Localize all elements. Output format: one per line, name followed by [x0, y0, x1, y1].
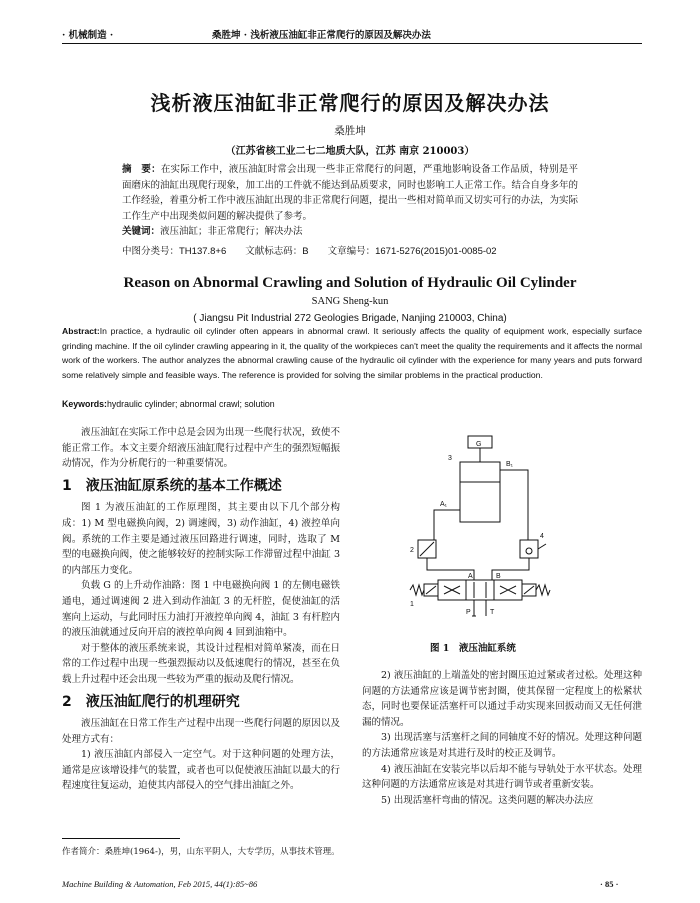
paper-title-cn: 浅析液压油缸非正常爬行的原因及解决办法	[150, 91, 550, 115]
hydraulic-system-diagram	[388, 430, 588, 630]
label-4: 4	[540, 533, 544, 540]
right-paragraph-5: 5) 出现活塞杆弯曲的情况。这类问题的解决办法应	[381, 794, 594, 806]
abstract-cn-label: 摘 要：	[122, 164, 161, 175]
abstract-en	[62, 324, 642, 382]
intro-paragraph: 液压油缸在实际工作中总是会因为出现一些爬行状况，致使不能正常工作。本文主要介绍液压油缸爬行过程中产生的强烈短幅振动情况，作为分析爬行的一种重要情况。	[62, 427, 340, 470]
section-1-paragraph-1: 图 1 为液压油缸的工作原理图，其主要由以下几个部分构成：1) M 型电磁换向阀，2) 调速阀，3) 动作油缸，4) 液控单向阀。系统的工作主要是通过液压回路进行调速，同时，选取了 M 型的电磁换向阀，使之能够较好的控制实际工作滞留过程中油缸 3 的内部压力变化。	[62, 502, 340, 576]
right-paragraph-2: 2) 液压油缸的上端盖处的密封圈压迫过紧或者过松。处理这种问题的方法通常应该是调节密封圈，使其保留一定程度上的松紧状态，同时也要保证活塞杆可以通过手动实现来回扳动而又无任何泄漏的情况。	[362, 670, 642, 728]
label-t: T	[490, 609, 495, 616]
keywords-en	[62, 399, 642, 409]
label-b1: B₁	[506, 461, 514, 468]
section-1-heading: 1 液压油缸原系统的基本工作概述	[62, 477, 282, 494]
keywords-cn-text: 液压油缸；非正常爬行；解决办法	[160, 226, 303, 237]
paper-title-en: Reason on Abnormal Crawling and Solution of Hydraulic Oil Cylinder	[123, 275, 577, 291]
running-title: 桑胜坤 · 浅析液压油缸非正常爬行的原因及解决办法	[212, 30, 431, 41]
label-b: B	[496, 573, 501, 580]
right-paragraph-4: 4) 液压油缸在安装完毕以后却不能与导轨处于水平状态。处理这种问题的方法通常应该是对其进行调节或者重新安装。	[362, 763, 642, 791]
cylinder-3	[460, 462, 500, 522]
abstract-en-text: In practice, a hydraulic oil cylinder often appears in abnormal crawl. It seriously affects the quality of equipment work, especially surface grinding machine. If the oil cylinder crawling appearing in it, the quality of the workpieces can't meet the quality the requirements and it affects the normal work of the workers. The author analyzes the abnormal crawling cause of the hydraulic oil cylinder with the experience for many years and puts forward some relatively simple and feasible ways. The reference is provided for solving the similar problems in the practical production.	[62, 326, 642, 380]
label-a1: A₁	[440, 501, 448, 508]
footnote-rule	[62, 838, 180, 839]
section-2-paragraph-2: 1) 液压油缸内部侵入一定空气。对于这种问题的处理方法，通常是应该增设排气的装置，或者也可以促使液压油缸以最大的行程速度往复运动，迫使其内部侵入的空气排出油缸之外。	[62, 749, 340, 792]
label-2: 2	[410, 547, 414, 554]
author-name-cn: 桑胜坤	[334, 125, 366, 137]
section-2-paragraph-1: 液压油缸在日常工作生产过程中出现一些爬行问题的原因以及处理方式有：	[62, 718, 340, 745]
label-1: 1	[410, 601, 414, 608]
right-paragraph-3: 3) 出现活塞与活塞杆之间的同轴度不好的情况。处理这种问题的方法通常应该是对其进行及时的校正及调节。	[362, 732, 642, 759]
right-column	[362, 668, 642, 808]
author-name-en: SANG Sheng-kun	[311, 296, 389, 307]
affiliation-cn: （江苏省核工业二七二地质大队，江苏 南京 210003）	[225, 146, 475, 157]
left-column	[62, 425, 340, 794]
section-2-heading: 2 液压油缸爬行的机理研究	[62, 693, 240, 710]
directional-valve-1	[466, 580, 494, 600]
check-valve-4	[520, 540, 538, 558]
abstract-cn-text: 在实际工作中，液压油缸时常会出现一些非正常爬行的问题，严重地影响设备工作品质，特别是平面磨床的油缸出现爬行现象，加工出的工件就不能达到品质要求，同时也影响工人正常工作。结合自身多年的工作经验，着重分析工作中液压油缸出现的非正常爬行问题，提出一些相对简单而又切实可行的办法，为实际工作生产中出现类似问题的解决提供了参考。	[122, 164, 579, 222]
author-note: 作者简介：桑胜坤(1964-)，男，山东平阴人，大专学历，从事技术管理。	[62, 847, 340, 857]
label-3: 3	[448, 455, 452, 462]
label-a: A	[468, 573, 473, 580]
keywords-cn-label: 关键词：	[122, 226, 161, 237]
abstract-cn	[122, 162, 578, 240]
journal-section-label: · 机械制造 ·	[62, 30, 114, 41]
keywords-en-text: hydraulic cylinder; abnormal crawl; solution	[106, 399, 275, 409]
abstract-en-label: Abstract:	[62, 326, 100, 336]
footer-citation: Machine Building & Automation, Feb 2015, 44(1):85~86	[62, 879, 258, 889]
header-rule	[62, 43, 642, 44]
classification-line: 中图分类号：TH137.8+6 文献标志码：B 文章编号：1671-5276(2015)01-0085-02	[122, 246, 497, 257]
figure-caption: 图 1 液压油缸系统	[430, 643, 516, 654]
label-load-g: G	[476, 441, 482, 448]
section-1-paragraph-3: 对于整体的液压系统来说，其设计过程相对简单紧凑，而在日常的工作过程中出现一些强烈振动以及低速爬行的情况，甚至在负载上升过程中还会出现一些较为严重的振动及爬行情况。	[62, 642, 340, 685]
keywords-en-label: Keywords:	[62, 399, 107, 409]
page-number: · 85 ·	[600, 879, 619, 889]
label-p: P	[466, 609, 471, 616]
affiliation-en: ( Jiangsu Pit Industrial 272 Geologies Brigade, Nanjing 210003, China)	[193, 313, 507, 324]
section-1-paragraph-2: 负载 G 的上升动作油路：图 1 中电磁换向阀 1 的左侧电磁铁通电，通过调速阀 2 进入到动作油缸 3 的无杆腔，促使油缸的活塞向上运动，与此同时压力油打开液控单向阀 4，油缸 3 有杆腔内的液压油就通过反向开启的液控单向阀 4 回到油箱中。	[62, 580, 340, 639]
